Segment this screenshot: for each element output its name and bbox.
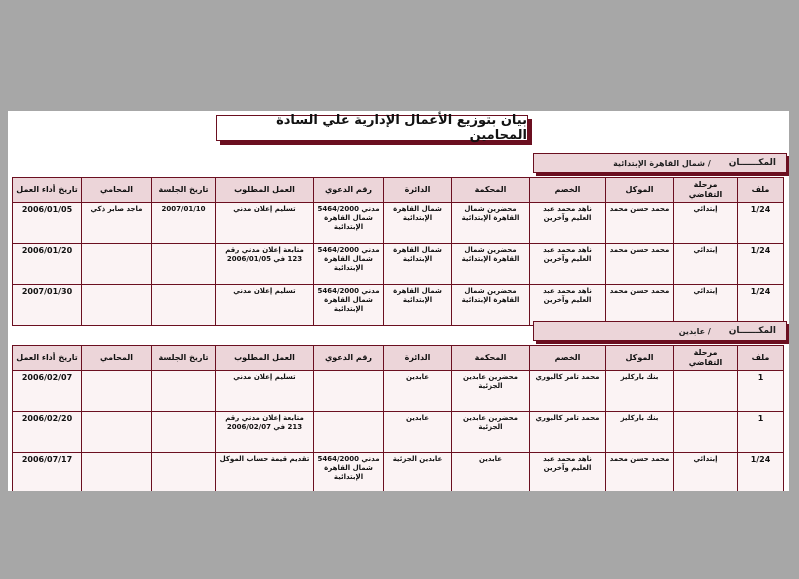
cell-lawyer bbox=[82, 371, 152, 412]
place-value: / عابدين bbox=[678, 326, 711, 336]
column-header-required-work: العمل المطلوب bbox=[216, 178, 314, 203]
cell-required-work: متابعة إعلان مدني رقم 123 في 2006/01/05 bbox=[216, 244, 314, 285]
cell-opponent: محمد تامر كالبوري bbox=[530, 371, 606, 412]
cell-required-work: متابعة إعلان مدني رقم 213 في 2006/02/07 bbox=[216, 412, 314, 453]
cell-client: محمد حسن محمد bbox=[606, 285, 674, 326]
column-header-opponent: الخصم bbox=[530, 178, 606, 203]
column-header-lawyer: المحامي bbox=[82, 346, 152, 371]
place-bar bbox=[533, 321, 787, 341]
column-header-work-date: تاريخ أداء العمل bbox=[13, 178, 82, 203]
cell-work-date: 2006/01/05 bbox=[13, 203, 82, 244]
cell-circuit: عابدين bbox=[384, 371, 452, 412]
column-header-client: الموكل bbox=[606, 178, 674, 203]
cell-file: 1/24 bbox=[738, 244, 784, 285]
cell-session-date bbox=[152, 285, 216, 326]
table-row bbox=[13, 203, 784, 244]
cell-lawyer bbox=[82, 412, 152, 453]
column-header-client: الموكل bbox=[606, 346, 674, 371]
cell-file: 1/24 bbox=[738, 203, 784, 244]
table-header-row bbox=[13, 346, 784, 371]
table-row bbox=[13, 412, 784, 453]
column-header-work-date: تاريخ أداء العمل bbox=[13, 346, 82, 371]
cell-client: بنك باركليز bbox=[606, 412, 674, 453]
cell-stage: إبتدائي bbox=[674, 203, 738, 244]
cell-session-date bbox=[152, 244, 216, 285]
cell-work-date: 2006/07/17 bbox=[13, 453, 82, 492]
cell-session-date bbox=[152, 412, 216, 453]
column-header-circuit: الدائرة bbox=[384, 346, 452, 371]
column-header-required-work: العمل المطلوب bbox=[216, 346, 314, 371]
cell-circuit: عابدين bbox=[384, 412, 452, 453]
cell-case-number bbox=[314, 412, 384, 453]
cell-court: محضرين شمال القاهرة الإبتدائية bbox=[452, 203, 530, 244]
cell-stage: إبتدائي bbox=[674, 453, 738, 492]
cell-work-date: 2006/01/20 bbox=[13, 244, 82, 285]
cell-case-number: مدني 5464/2000 شمال القاهرة الإبتدائية bbox=[314, 203, 384, 244]
cell-stage: إبتدائي bbox=[674, 244, 738, 285]
cell-stage bbox=[674, 371, 738, 412]
column-header-court: المحكمة bbox=[452, 178, 530, 203]
cell-client: محمد حسن محمد bbox=[606, 244, 674, 285]
distribution-table bbox=[12, 177, 784, 326]
cell-file: 1/24 bbox=[738, 453, 784, 492]
cell-work-date: 2006/02/20 bbox=[13, 412, 82, 453]
column-header-case-number: رقم الدعوي bbox=[314, 346, 384, 371]
place-label: المكــــــان bbox=[728, 158, 776, 168]
cell-circuit: شمال القاهرة الإبتدائية bbox=[384, 244, 452, 285]
cell-circuit: شمال القاهرة الإبتدائية bbox=[384, 285, 452, 326]
place-bar bbox=[533, 153, 787, 173]
cell-lawyer bbox=[82, 453, 152, 492]
column-header-session-date: تاريخ الجلسة bbox=[152, 346, 216, 371]
cell-circuit: عابدين الجزئية bbox=[384, 453, 452, 492]
cell-client: بنك باركليز bbox=[606, 371, 674, 412]
cell-client: محمد حسن محمد bbox=[606, 453, 674, 492]
report-page bbox=[8, 111, 789, 491]
column-header-stage: مرحلة التقاضي bbox=[674, 346, 738, 371]
cell-opponent: ناهد محمد عبد العليم وآخرين bbox=[530, 203, 606, 244]
cell-opponent: ناهد محمد عبد العليم وآخرين bbox=[530, 285, 606, 326]
cell-case-number: مدني 5464/2000 شمال القاهرة الإبتدائية bbox=[314, 285, 384, 326]
table-row bbox=[13, 453, 784, 492]
cell-court: محضرين شمال القاهرة الإبتدائية bbox=[452, 285, 530, 326]
table-row bbox=[13, 244, 784, 285]
report-title: بيان بتوزيع الأعمال الإدارية علي السادة المحامين bbox=[216, 115, 528, 141]
cell-client: محمد حسن محمد bbox=[606, 203, 674, 244]
cell-required-work: تسليم إعلان مدني bbox=[216, 203, 314, 244]
cell-lawyer: ماجد صابر ذكي bbox=[82, 203, 152, 244]
cell-required-work: تسليم إعلان مدني bbox=[216, 285, 314, 326]
cell-circuit: شمال القاهرة الإبتدائية bbox=[384, 203, 452, 244]
table-header-row bbox=[13, 178, 784, 203]
cell-court: محضرين عابدين الجزئية bbox=[452, 412, 530, 453]
column-header-circuit: الدائرة bbox=[384, 178, 452, 203]
cell-session-date bbox=[152, 453, 216, 492]
column-header-lawyer: المحامي bbox=[82, 178, 152, 203]
cell-lawyer bbox=[82, 285, 152, 326]
cell-work-date: 2006/02/07 bbox=[13, 371, 82, 412]
cell-case-number: مدني 5464/2000 شمال القاهرة الإبتدائية bbox=[314, 453, 384, 492]
cell-session-date bbox=[152, 371, 216, 412]
column-header-court: المحكمة bbox=[452, 346, 530, 371]
column-header-session-date: تاريخ الجلسة bbox=[152, 178, 216, 203]
distribution-table bbox=[12, 345, 784, 491]
cell-lawyer bbox=[82, 244, 152, 285]
cell-work-date: 2007/01/30 bbox=[13, 285, 82, 326]
place-label: المكــــــان bbox=[728, 326, 776, 336]
cell-opponent: ناهد محمد عبد العليم وآخرين bbox=[530, 453, 606, 492]
column-header-file: ملف bbox=[738, 346, 784, 371]
cell-stage: إبتدائي bbox=[674, 285, 738, 326]
cell-required-work: تقديم قيمة حساب الموكل bbox=[216, 453, 314, 492]
cell-opponent: محمد تامر كالبوري bbox=[530, 412, 606, 453]
table-row bbox=[13, 285, 784, 326]
cell-required-work: تسليم إعلان مدني bbox=[216, 371, 314, 412]
place-value: / شمال القاهرة الإبتدائية bbox=[613, 158, 711, 168]
cell-court: عابدين bbox=[452, 453, 530, 492]
cell-court: محضرين عابدين الجزئية bbox=[452, 371, 530, 412]
column-header-stage: مرحلة التقاضي bbox=[674, 178, 738, 203]
cell-stage bbox=[674, 412, 738, 453]
cell-court: محضرين شمال القاهرة الإبتدائية bbox=[452, 244, 530, 285]
cell-file: 1/24 bbox=[738, 285, 784, 326]
table-row bbox=[13, 371, 784, 412]
column-header-opponent: الخصم bbox=[530, 346, 606, 371]
cell-case-number: مدني 5464/2000 شمال القاهرة الإبتدائية bbox=[314, 244, 384, 285]
cell-case-number bbox=[314, 371, 384, 412]
cell-file: 1 bbox=[738, 371, 784, 412]
cell-session-date: 2007/01/10 bbox=[152, 203, 216, 244]
cell-opponent: ناهد محمد عبد العليم وآخرين bbox=[530, 244, 606, 285]
column-header-case-number: رقم الدعوي bbox=[314, 178, 384, 203]
cell-file: 1 bbox=[738, 412, 784, 453]
column-header-file: ملف bbox=[738, 178, 784, 203]
